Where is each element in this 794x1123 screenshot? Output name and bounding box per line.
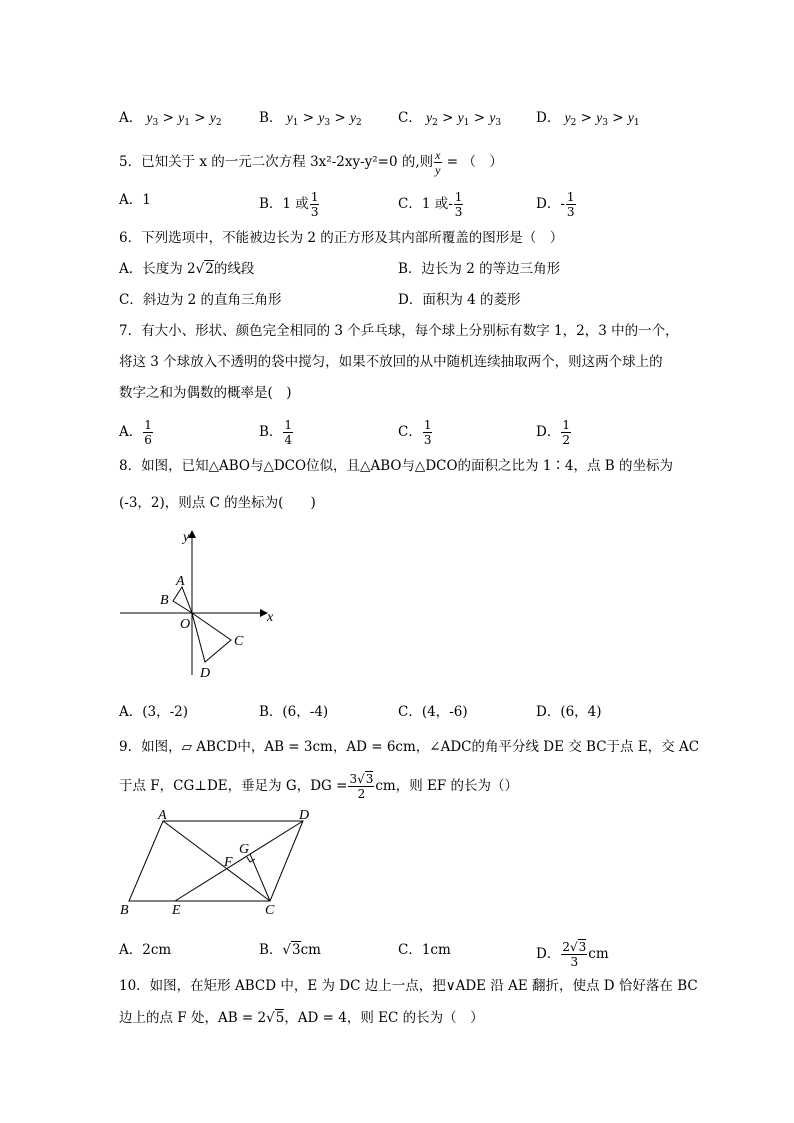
q9-option-d: D． $\frac{2√3}{3}$ cm (536, 940, 609, 969)
q5-option-a: A．1 (119, 192, 151, 208)
q8-option-d: D．(6，4) (536, 704, 602, 720)
q7-line-2: 将这 3 个球放入不透明的袋中搅匀，如果不放回的从中随机连续抽取两个，则这两个球上的 (119, 354, 663, 370)
q9-label-f: F (224, 855, 233, 870)
q9-option-c: C．1cm (398, 942, 451, 958)
q9-label-a: A (158, 808, 167, 823)
q10-line-2: 边上的点 F 处，AB = 2√5，AD = 4，则 EC 的长为（ ） (119, 1010, 484, 1026)
q6-option-c: C．斜边为 2 的直角三角形 (119, 292, 282, 308)
q9-label-c: C (265, 903, 275, 918)
q9-label-e: E (172, 903, 181, 918)
q5-stem: 5．已知关于 x 的一元二次方程 3x²-2xy-y²=0 的,则 $\frac{x}{y}$ = （ ） (119, 148, 503, 177)
q9-diagonal-ac (163, 821, 270, 901)
q5-fraction: $\frac{x}{y}$ (435, 148, 441, 177)
q5-option-d: D．- $\frac{1}{3}$ (536, 190, 575, 219)
q9-option-b: B．√3cm (259, 942, 321, 958)
q9-label-d: D (299, 808, 310, 823)
q6-option-d: D．面积为 4 的菱形 (398, 292, 521, 308)
q9-bisector-de (175, 821, 303, 901)
q8-option-b: B．(6，-4) (259, 704, 329, 720)
q9-label-g: G (239, 842, 250, 857)
q6-option-b: B．边长为 2 的等边三角形 (398, 261, 561, 277)
q9-line-2: 于点 F，CG⊥DE，垂足为 G，DG = $\frac{3√3}{2}$ cm，则 EF 的长为（） (119, 772, 519, 801)
q8-triangle-abo (173, 587, 192, 613)
q8-label-y: y (183, 530, 190, 545)
q9-right-angle-mark (247, 857, 255, 862)
q9-label-b: B (120, 903, 129, 918)
q8-option-c: C．(4，-6) (398, 704, 468, 720)
q7-option-d: D． $\frac{1}{2}$ (536, 418, 570, 447)
q7-option-b: B． $\frac{1}{4}$ (259, 418, 293, 447)
q5-option-c: C．1 或- $\frac{1}{3}$ (398, 190, 463, 219)
q7-line-1: 7．有大小、形状、颜色完全相同的 3 个乒乓球，每个球上分别标有数字 1，2，3 中的一个， (119, 323, 679, 339)
q4-option-c: C． $y_2 > y_1 > y_3$ (398, 110, 502, 128)
q4-option-d: D． $y_2 > y_3 > y_1$ (536, 110, 640, 128)
q8-triangle-dco (192, 613, 231, 662)
q8-line-1: 8．如图，已知△ABO与△DCO位似，且△ABO与△DCO的面积之比为 1∶4，点 B 的坐标为 (119, 458, 674, 474)
q8-label-o: O (180, 617, 191, 632)
q6-stem: 6．下列选项中，不能被边长为 2 的正方形及其内部所覆盖的图形是（ ） (119, 230, 564, 246)
q7-option-c: C． $\frac{1}{3}$ (398, 418, 432, 447)
q5-option-b: B．1 或 $\frac{1}{3}$ (259, 190, 319, 219)
q8-label-a: A (176, 574, 185, 589)
q9-dg-fraction: $\frac{3√3}{2}$ (349, 772, 374, 801)
q6-option-a: A．长度为 2√2的线段 (119, 261, 255, 277)
q8-label-c: C (234, 634, 244, 649)
q8-line-2: (-3，2)，则点 C 的坐标为( ) (119, 495, 316, 511)
q9-figure (110, 808, 330, 923)
q7-option-a: A． $\frac{1}{6}$ (119, 418, 152, 447)
q9-line-1: 9．如图，▱ ABCD中，AB = 3cm，AD = 6cm，∠ADC的角平分线 DE 交 BC于点 E，交 AC (119, 739, 700, 755)
q4-option-b: B． $y_1 > y_3 > y_2$ (259, 110, 362, 128)
q8-label-d: D (200, 666, 211, 681)
q8-option-a: A．(3，-2) (119, 704, 189, 720)
q9-option-a: A．2cm (119, 942, 172, 958)
q4-option-a: A． $y_3 > y_1 > y_2$ (119, 110, 222, 128)
q10-line-1: 10．如图，在矩形 ABCD 中，E 为 DC 边上一点，把∨ADE 沿 AE 翻折，使点 D 恰好落在 BC (119, 978, 698, 994)
q7-line-3: 数字之和为偶数的概率是( ) (119, 385, 292, 401)
q8-label-x: x (267, 610, 274, 625)
q8-label-b: B (160, 593, 169, 608)
q8-figure (110, 525, 290, 685)
